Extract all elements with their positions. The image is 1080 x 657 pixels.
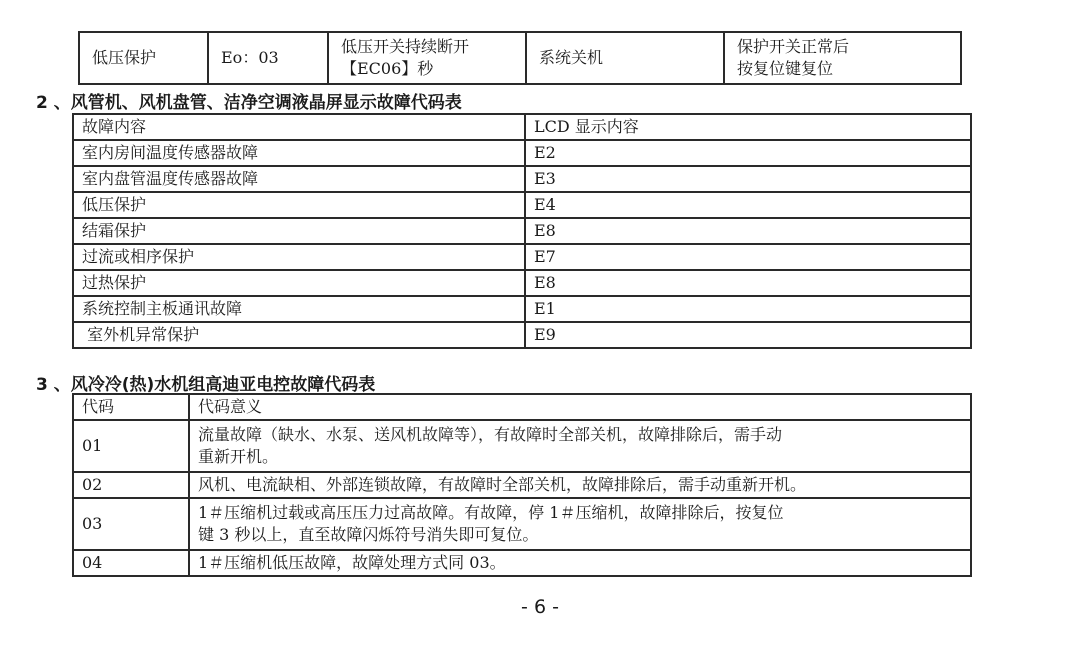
- lcd-cell: E8: [525, 270, 971, 296]
- fault-cell: 低压保护: [79, 32, 208, 84]
- lcd-cell: E7: [525, 244, 971, 270]
- low-pressure-fault-table: [78, 31, 962, 85]
- code-cell: 03: [73, 498, 189, 550]
- meaning-line: 流量故障（缺水、水泵、送风机故障等），有故障时全部关机，故障排除后，需手动: [198, 425, 783, 444]
- lcd-fault-code-table: [72, 113, 972, 349]
- table-row: [73, 498, 971, 550]
- column-header-fault: 故障内容: [73, 114, 525, 140]
- fault-cell: 室内房间温度传感器故障: [73, 140, 525, 166]
- lcd-cell: E3: [525, 166, 971, 192]
- lcd-cell: E9: [525, 322, 971, 348]
- lcd-cell: E8: [525, 218, 971, 244]
- meaning-cell: 风机、电流缺相、外部连锁故障，有故障时全部关机，故障排除后，需手动重新开机。: [189, 472, 971, 498]
- table-row: [79, 32, 961, 84]
- column-header-meaning: 代码意义: [189, 394, 971, 420]
- recovery-line: 保护开关正常后: [737, 37, 850, 56]
- fault-cell: 低压保护: [73, 192, 525, 218]
- lcd-cell: E4: [525, 192, 971, 218]
- lcd-cell: E2: [525, 140, 971, 166]
- lcd-cell: E1: [525, 296, 971, 322]
- condition-cell: [328, 32, 526, 84]
- page-number: - 6 -: [521, 596, 559, 618]
- table-row: [73, 550, 971, 576]
- code-cell: 04: [73, 550, 189, 576]
- fault-cell: 室内盘管温度传感器故障: [73, 166, 525, 192]
- code-cell: 01: [73, 420, 189, 472]
- chiller-fault-code-table: [72, 393, 972, 577]
- fault-cell: 过热保护: [73, 270, 525, 296]
- table-row: [73, 140, 971, 166]
- meaning-cell: 1＃压缩机低压故障，故障处理方式同 03。: [189, 550, 971, 576]
- meaning-line: 重新开机。: [198, 447, 279, 466]
- recovery-cell: [724, 32, 961, 84]
- table-row: [73, 218, 971, 244]
- meaning-line: 1＃压缩机过载或高压压力过高故障。有故障，停 1＃压缩机，故障排除后，按复位: [198, 503, 784, 522]
- code-cell: Eo：03: [208, 32, 328, 84]
- table-row: [73, 192, 971, 218]
- fault-cell: 室外机异常保护: [73, 322, 525, 348]
- table-row: [73, 270, 971, 296]
- table-row: [73, 420, 971, 472]
- condition-line: 低压开关持续断开: [341, 37, 470, 56]
- recovery-line: 按复位键复位: [737, 59, 834, 78]
- table-row: [73, 296, 971, 322]
- code-cell: 02: [73, 472, 189, 498]
- meaning-cell: [189, 420, 971, 472]
- table-row: [73, 322, 971, 348]
- meaning-line: 键 3 秒以上，直至故障闪烁符号消失即可复位。: [198, 525, 539, 544]
- condition-line: 【EC06】秒: [341, 59, 434, 78]
- table-header-row: [73, 114, 971, 140]
- fault-cell: 过流或相序保护: [73, 244, 525, 270]
- column-header-lcd: LCD 显示内容: [525, 114, 971, 140]
- fault-cell: 结霜保护: [73, 218, 525, 244]
- action-cell: 系统关机: [526, 32, 724, 84]
- table-row: [73, 166, 971, 192]
- section-3-heading: 3 、风冷冷(热)水机组高迪亚电控故障代码表: [36, 375, 376, 395]
- table-row: [73, 472, 971, 498]
- table-header-row: [73, 394, 971, 420]
- fault-cell: 系统控制主板通讯故障: [73, 296, 525, 322]
- table-row: [73, 244, 971, 270]
- meaning-cell: [189, 498, 971, 550]
- column-header-code: 代码: [73, 394, 189, 420]
- section-2-heading: 2 、风管机、风机盘管、洁净空调液晶屏显示故障代码表: [36, 93, 462, 113]
